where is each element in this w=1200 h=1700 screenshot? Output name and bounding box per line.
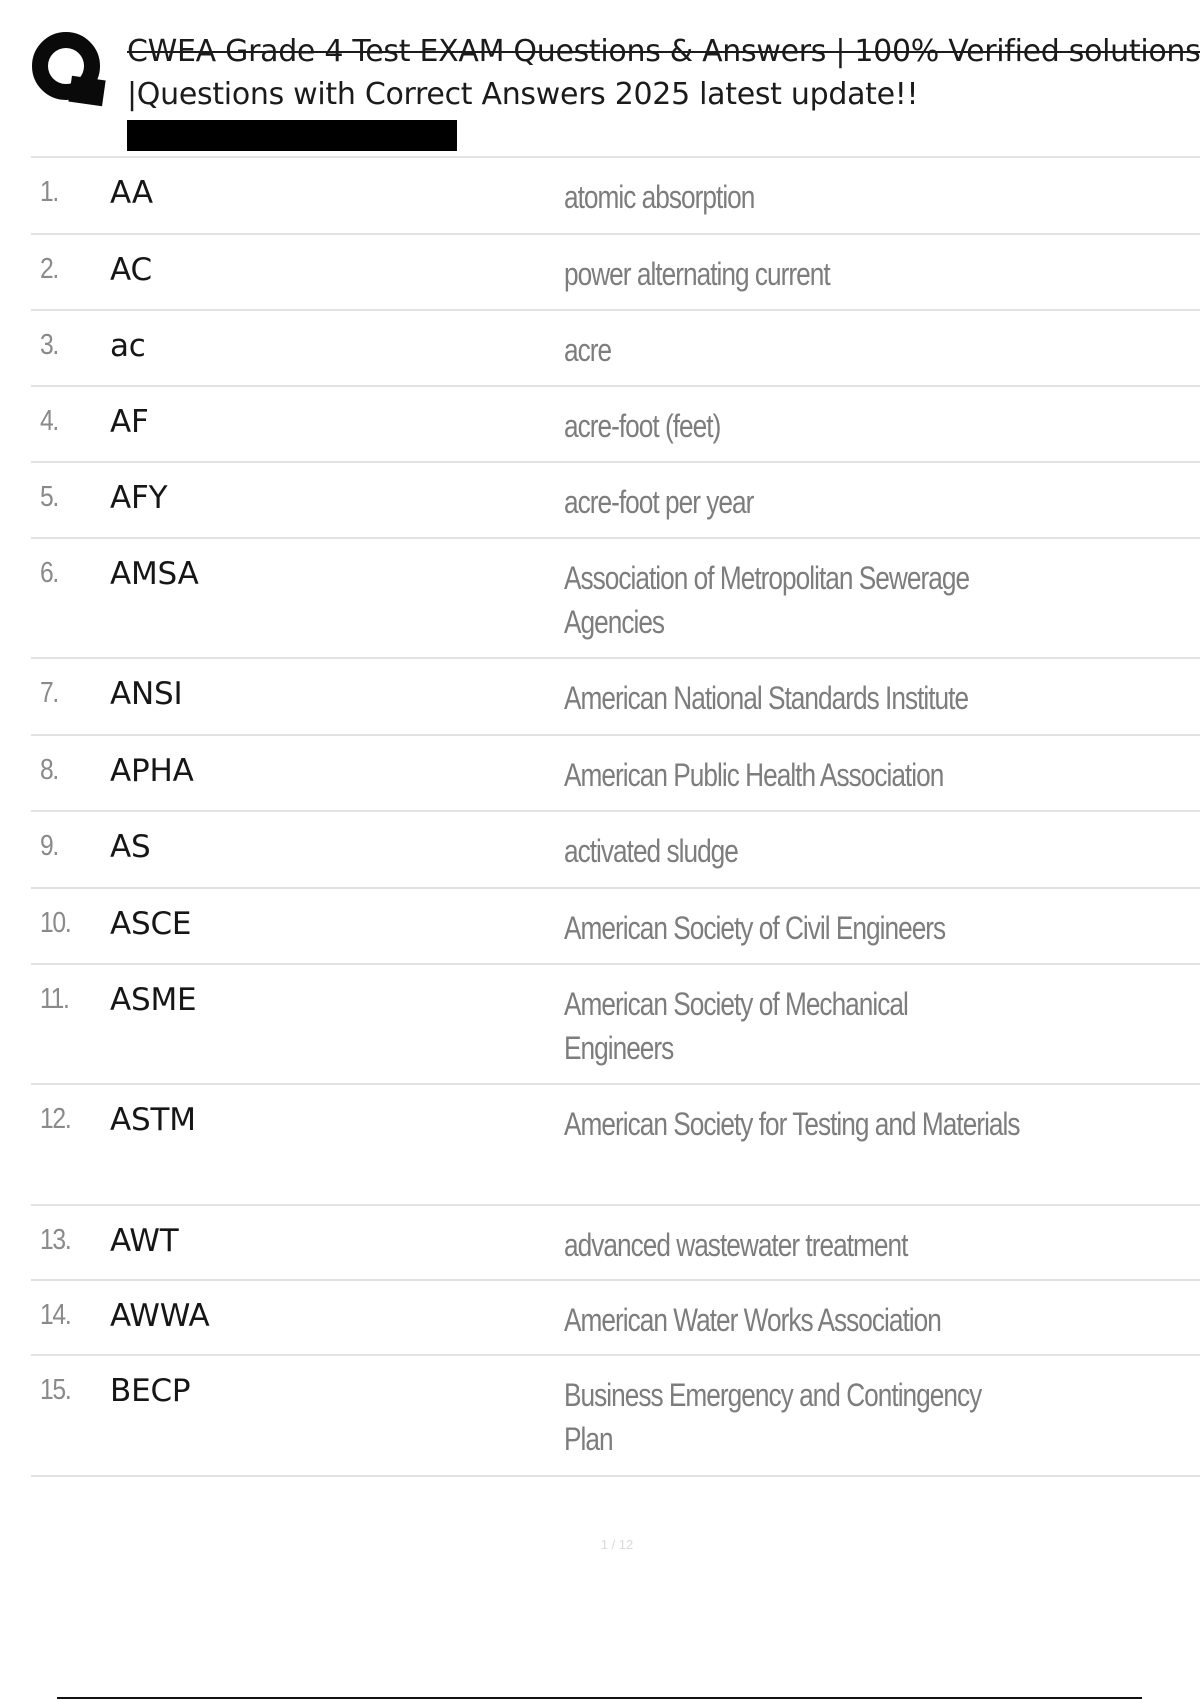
- term-label: AWT: [110, 1223, 179, 1259]
- term-row: [31, 1206, 1200, 1281]
- row-number: 15.: [40, 1374, 71, 1406]
- term-row: [31, 659, 1200, 736]
- term-row: [31, 1356, 1200, 1477]
- term-label: ASTM: [110, 1102, 196, 1138]
- term-definition: atomic absorption: [564, 179, 755, 215]
- term-row: [31, 965, 1200, 1085]
- title-line-1: CWEA Grade 4 Test EXAM Questions & Answers | 100% Verified solutions: [127, 34, 1200, 69]
- term-label: ANSI: [110, 676, 183, 712]
- term-row: [31, 311, 1200, 387]
- row-number: 13.: [40, 1224, 71, 1256]
- term-row: [31, 235, 1200, 311]
- row-number: 9.: [40, 830, 59, 862]
- term-label: APHA: [110, 753, 194, 789]
- row-number: 5.: [40, 481, 59, 513]
- row-number: 12.: [40, 1103, 71, 1135]
- term-definition: Business Emergency and Contingency Plan: [564, 1377, 982, 1457]
- row-number: 3.: [40, 329, 59, 361]
- term-row: [31, 812, 1200, 889]
- term-definition: acre-foot per year: [564, 484, 754, 520]
- page-indicator: 1 / 12: [600, 1537, 634, 1552]
- term-label: AWWA: [110, 1298, 210, 1334]
- term-definition: American Public Health Association: [564, 757, 944, 793]
- term-row: [31, 736, 1200, 812]
- term-row: [31, 1085, 1200, 1206]
- term-row: [31, 1281, 1200, 1356]
- term-label: BECP: [110, 1373, 191, 1409]
- term-label: AF: [110, 404, 149, 440]
- term-definition: Association of Metropolitan Sewerage Agencies: [564, 560, 970, 640]
- term-label: ac: [110, 328, 146, 364]
- term-label: AMSA: [110, 556, 199, 592]
- row-number: 4.: [40, 405, 59, 437]
- row-number: 10.: [40, 907, 71, 939]
- terms-table: [31, 156, 1200, 1477]
- term-label: AC: [110, 252, 152, 288]
- term-definition: advanced wastewater treatment: [564, 1227, 908, 1263]
- term-definition: American National Standards Institute: [564, 680, 969, 716]
- term-row: [31, 539, 1200, 659]
- term-label: ASCE: [110, 906, 192, 942]
- term-label: ASME: [110, 982, 197, 1018]
- logo-q-icon: [30, 30, 106, 112]
- term-definition: power alternating current: [564, 256, 830, 292]
- term-row: [31, 889, 1200, 965]
- term-definition: acre-foot (feet): [564, 408, 721, 444]
- term-label: AFY: [110, 480, 168, 516]
- term-definition: activated sludge: [564, 833, 738, 869]
- term-definition: American Water Works Association: [564, 1302, 941, 1338]
- footer-divider: [57, 1697, 1142, 1699]
- redaction-bar: [127, 120, 457, 151]
- row-number: 8.: [40, 754, 59, 786]
- term-definition: American Society for Testing and Materials: [564, 1106, 1020, 1142]
- term-row: [31, 387, 1200, 463]
- row-number: 11.: [40, 983, 69, 1015]
- row-number: 1.: [40, 176, 59, 208]
- row-number: 2.: [40, 253, 59, 285]
- term-label: AA: [110, 175, 153, 211]
- term-definition: American Society of Civil Engineers: [564, 910, 946, 946]
- row-number: 7.: [40, 677, 59, 709]
- row-number: 14.: [40, 1299, 71, 1331]
- term-definition: American Society of Mechanical Engineers: [564, 986, 908, 1066]
- title-line-2: |Questions with Correct Answers 2025 latest update!!: [127, 77, 919, 112]
- term-row: [31, 463, 1200, 539]
- term-row: [31, 158, 1200, 235]
- document-title: [127, 30, 1200, 116]
- term-definition: acre: [564, 332, 612, 368]
- term-label: AS: [110, 829, 151, 865]
- row-number: 6.: [40, 557, 59, 589]
